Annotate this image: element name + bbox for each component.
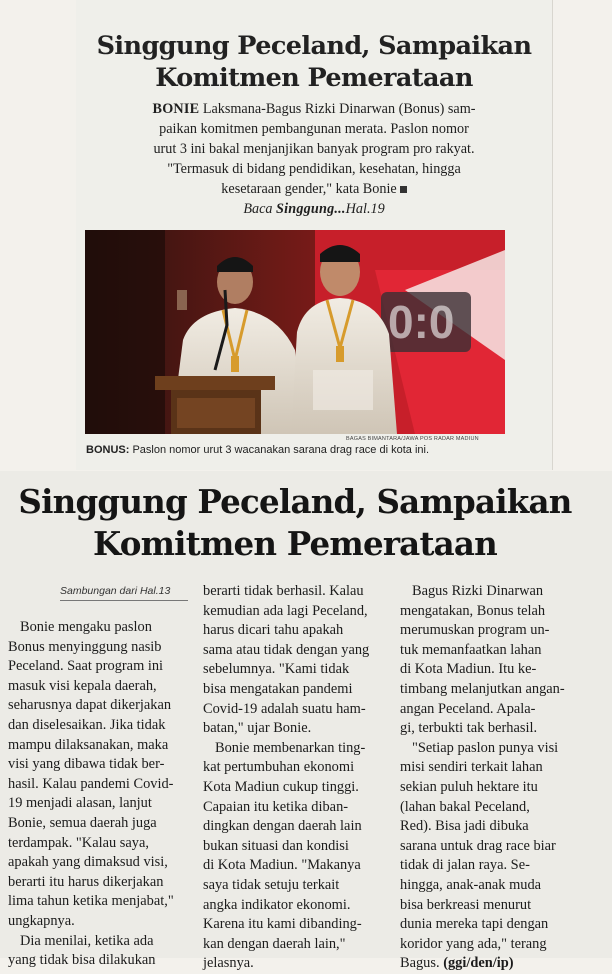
text-line: tidak di jalan raya. Se- [400, 857, 530, 874]
text-line: bisa mengatakan pandemi [203, 680, 353, 697]
caption-text: Paslon nomor urut 3 wacanakan sarana drag race di kota ini. [129, 444, 430, 456]
svg-text:0:0: 0:0 [388, 296, 455, 348]
text-line: Capaian itu ketika diban- [203, 798, 349, 815]
text-line: berarti tidak berhasil. Kalau [203, 583, 364, 599]
text-line: Covid-19 adalah suatu ham- [203, 700, 366, 717]
text-line: Kota Madiun cukup tinggi. [203, 778, 359, 795]
lead-line: Laksmana-Bagus Rizki Dinarwan (Bonus) sam- [202, 101, 476, 117]
last-line [400, 954, 600, 974]
text-line: yang tidak bisa dilakukan [8, 952, 156, 969]
text-line: Bonie mengaku paslon [20, 619, 152, 635]
text-line: sama atau tidak dengan yang [203, 641, 370, 658]
text-line: gi, terbukti tak berhasil. [400, 720, 538, 737]
text-line: dingkan dengan daerah lain [203, 818, 362, 835]
caption-label: BONUS: [86, 444, 130, 456]
author-signature: (ggi/den/ip) [443, 955, 514, 972]
text-line: lima tahun ketika menjabat," [8, 893, 174, 910]
text-line: ungkapnya. [8, 912, 75, 929]
text-line: hingga, anak-anak muda [400, 876, 542, 893]
text-line: berarti itu harus dikerjakan [8, 873, 164, 890]
article-column-3 [400, 582, 600, 974]
headline-line-2: Komitmen Pemerataan [155, 63, 473, 93]
text-line: dan diselesaikan. Jika tidak [8, 716, 166, 733]
text-line: Bonus menyinggung nasib [8, 638, 162, 655]
text-line: merumuskan program un- [400, 622, 550, 639]
text-line: kemudian ada lagi Peceland, [203, 602, 368, 619]
headline-line-1: Singgung Peceland, Sampaikan [96, 31, 532, 61]
text-line: mengatakan, Bonus telah [400, 602, 546, 619]
text-line: timbang melanjutkan angan- [400, 680, 565, 697]
text-line: Bagus. [400, 955, 440, 972]
text-line: koridor yang ada," terang [400, 935, 547, 952]
article-column-2 [203, 582, 395, 974]
text-line: sarana untuk drag race biar [400, 837, 556, 854]
continuation-clipping [0, 471, 612, 972]
continuation-headline-line-2: Komitmen Pemerataan [92, 524, 497, 563]
text-line: Bonie membenarkan ting- [215, 739, 366, 756]
text-line: batan," ujar Bonie. [203, 720, 312, 737]
text-line: Bagus Rizki Dinarwan [412, 583, 544, 599]
text-line: Dia menilai, ketika ada [20, 932, 154, 949]
front-page-clipping [76, 0, 553, 470]
text-line: kat pertumbuhan ekonomi [203, 759, 355, 776]
text-line: saya tidak setuju terkait [203, 876, 340, 893]
continued-from-label: Sambungan dari Hal.13 [60, 585, 171, 597]
text-line: visi yang dibawa tidak ber- [8, 756, 165, 773]
end-mark-icon [400, 186, 407, 193]
continued-reference [98, 199, 530, 219]
text-line: angan Peceland. Apala- [400, 700, 536, 717]
text-line: misi sendiri terkait lahan [400, 759, 543, 776]
lead-line: paikan komitmen pembangunan merata. Paslon nomor [159, 121, 469, 137]
text-line: bukan situasi dan kondisi [203, 837, 349, 854]
text-line: sekian puluh hektare itu [400, 778, 538, 795]
baca-keyword: Singgung... [276, 201, 346, 217]
text-line: (lahan bakal Peceland, [400, 798, 530, 815]
text-line: Red). Bisa jadi dibuka [400, 818, 529, 835]
article-column-1 [8, 618, 196, 971]
lead-line: urut 3 ini bakal menjanjikan banyak program pro rakyat. [153, 141, 475, 157]
text-line: harus dicari tahu apakah [203, 622, 344, 639]
text-line: dunia mereka tapi dengan [400, 916, 549, 933]
text-line: masuk visi kepala daerah, [8, 677, 157, 694]
continuation-headline-line-1: Singgung Peceland, Sampaikan [18, 482, 572, 521]
photo-caption [86, 444, 429, 456]
text-line: Karena itu kami dibanding- [203, 916, 362, 933]
text-line: kan dengan daerah lain," [203, 935, 346, 952]
divider [60, 600, 188, 601]
candidates-on-stage-photo [85, 230, 505, 434]
text-line: hasil. Kalau pandemi Covid- [8, 775, 174, 792]
news-photo [85, 230, 505, 434]
text-line: "Setiap paslon punya visi [412, 739, 559, 756]
text-line: angka indikator ekonomi. [203, 896, 351, 913]
text-line: 19 menjadi alasan, lanjut [8, 795, 152, 812]
text-line: di Kota Madiun. Itu ke- [400, 661, 537, 678]
text-line: bisa berkreasi menurut [400, 896, 532, 913]
lead-line: kesetaraan gender," kata Bonie [221, 181, 397, 197]
text-line: apakah yang dimaksud visi, [8, 854, 168, 871]
text-line: Bonie, semua daerah juga [8, 814, 157, 831]
text-line: terdampak. "Kalau saya, [8, 834, 149, 851]
text-line: seharusnya dapat dikerjakan [8, 697, 172, 714]
text-line: sebelumnya. "Kami tidak [203, 661, 350, 678]
photo-credit: BAGAS BIMANTARA/JAWA POS RADAR MADIUN [346, 436, 479, 442]
text-line: Peceland. Saat program ini [8, 658, 164, 675]
lead-name: BONIE [152, 101, 200, 117]
baca-prefix: Baca [243, 201, 277, 217]
text-line: tuk memanfaatkan lahan [400, 641, 542, 658]
text-line: di Kota Madiun. "Makanya [203, 857, 361, 874]
text-line: mampu dilaksanakan, maka [8, 736, 169, 753]
lead-line: "Termasuk di bidang pendidikan, kesehatan, hingga [167, 161, 461, 177]
baca-page: Hal.19 [345, 201, 385, 217]
lead-paragraph [98, 99, 530, 219]
text-line: jelasnya. [203, 955, 254, 972]
